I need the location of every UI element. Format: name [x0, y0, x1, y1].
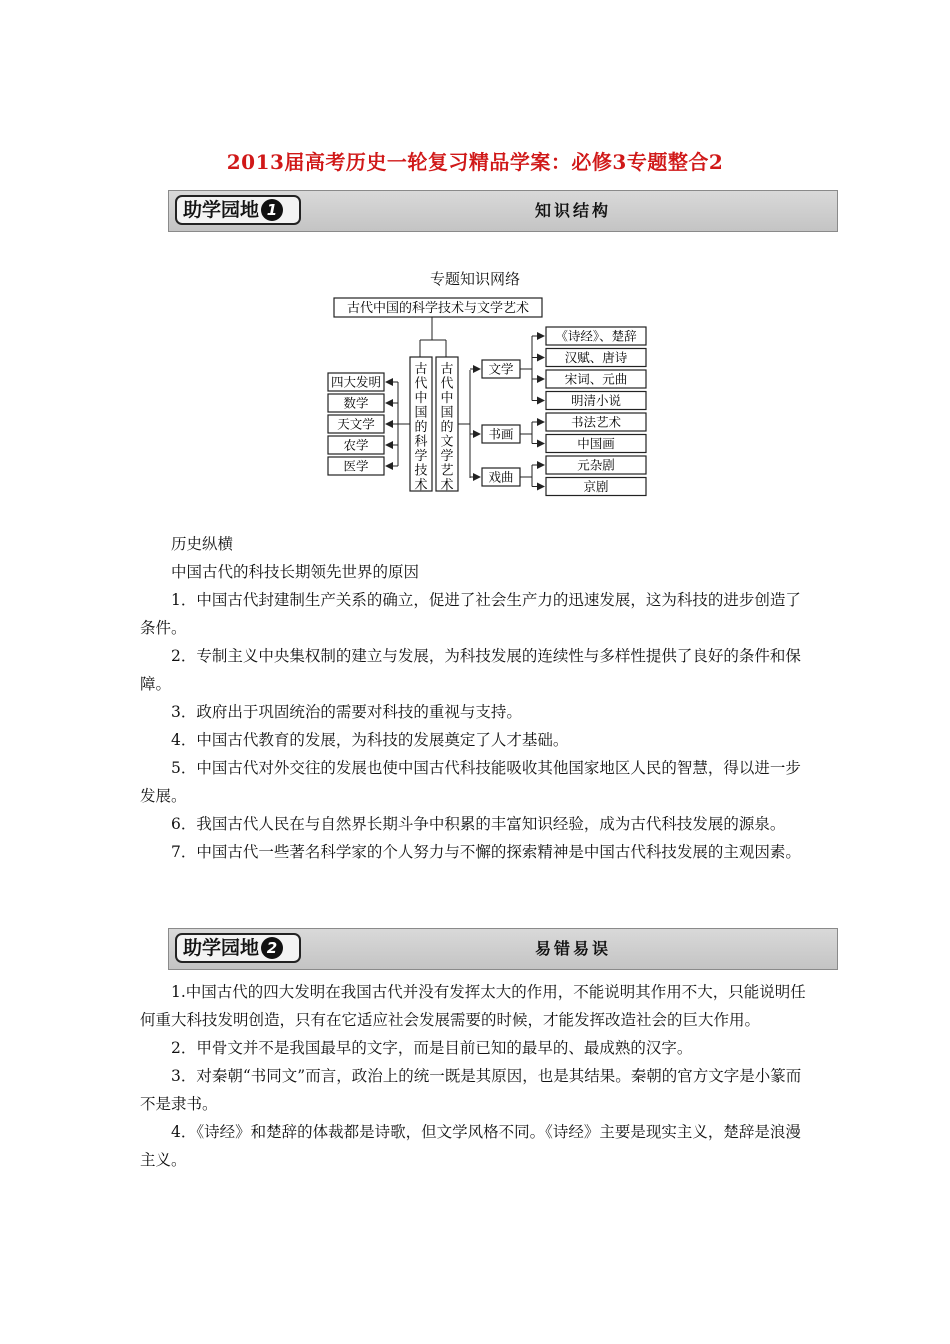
history-subheading: 中国古代的科技长期领先世界的原因: [171, 563, 420, 581]
root-label: 古代中国的科学技术与文学艺术: [346, 301, 530, 316]
science-item: [328, 457, 384, 475]
art-item: [546, 392, 646, 410]
science-item: [328, 394, 384, 412]
banner-badge: [175, 933, 301, 963]
art-label: 古代中国的文学艺术: [440, 362, 454, 493]
art-item: [546, 413, 646, 431]
art-group-label: 书画: [488, 426, 514, 442]
mistake-item: 1.中国古代的四大发明在我国古代并没有发挥太大的作用，不能说明其作用不大，只能说明任何重大科技发明创造，只有在它适应社会发展需要的时候，才能发挥改造社会的巨大作用。: [140, 983, 806, 1029]
diagram-caption: 专题知识网络: [429, 270, 520, 288]
badge-number-icon: 1: [261, 199, 283, 221]
art-group: [482, 425, 520, 443]
art-item: [546, 327, 646, 345]
history-heading: 历史纵横: [171, 535, 234, 553]
art-item: [546, 478, 646, 496]
art-item: [546, 370, 646, 388]
history-item: 3．政府出于巩固统治的需要对科技的重视与支持。: [171, 703, 522, 721]
science-label: 古代中国的科学技术: [414, 362, 428, 493]
science-item: [328, 436, 384, 454]
history-item: 5．中国古代对外交往的发展也使中国古代科技能吸收其他国家地区人民的智慧，得以进一步发展。: [140, 759, 801, 805]
art-item-label: 元杂剧: [577, 457, 615, 473]
science-item: [328, 415, 384, 433]
section-banner-mistakes: [168, 928, 838, 970]
art-group-label: 戏曲: [488, 469, 514, 485]
badge-label: 助学园地: [183, 937, 260, 959]
science-item-label: 农学: [343, 437, 369, 453]
history-item: 6．我国古代人民在与自然界长期斗争中积累的丰富知识经验，成为古代科技发展的源泉。: [171, 815, 786, 833]
art-item-label: 《诗经》、楚辞: [555, 328, 637, 344]
science-item-label: 医学: [343, 458, 369, 474]
art-item-label: 宋词、元曲: [564, 371, 628, 387]
badge-number-icon: 2: [261, 937, 283, 959]
history-item: 2．专制主义中央集权制的建立与发展，为科技发展的连续性与多样性提供了良好的条件和保障。: [140, 647, 801, 693]
knowledge-network-diagram: [0, 0, 950, 520]
art-item: [546, 435, 646, 453]
history-item: 1．中国古代封建制生产关系的确立，促进了社会生产力的迅速发展，这为科技的进步创造了条件。: [140, 591, 801, 637]
badge-label: 助学园地: [183, 199, 260, 221]
section-title: 知识结构: [534, 201, 611, 220]
science-item: [328, 373, 384, 391]
history-item: 4．中国古代教育的发展，为科技的发展奠定了人才基础。: [171, 731, 569, 749]
mistake-item: 3．对秦朝“书同文”而言，政治上的统一既是其原因，也是其结果。秦朝的官方文字是小篆而不是隶书。: [140, 1067, 802, 1113]
science-item-label: 四大发明: [330, 374, 382, 390]
science-node: [410, 357, 432, 493]
art-item-label: 中国画: [577, 436, 615, 451]
art-item: [546, 456, 646, 474]
art-item-label: 书法艺术: [570, 414, 622, 430]
root-node: [334, 298, 542, 317]
mistake-item: 2．甲骨文并不是我国最早的文字，而是目前已知的最早的、最成熟的汉字。: [171, 1039, 693, 1057]
art-item-label: 明清小说: [570, 393, 622, 408]
section-title: 易错易误: [534, 939, 611, 958]
mistake-item: 4．《诗经》和楚辞的体裁都是诗歌，但文学风格不同。《诗经》主要是现实主义，楚辞是浪漫主义。: [140, 1123, 801, 1169]
science-item-label: 数学: [343, 395, 369, 411]
art-item-label: 京剧: [583, 479, 609, 494]
history-item: 7．中国古代一些著名科学家的个人努力与不懈的探索精神是中国古代科技发展的主观因素。: [171, 843, 801, 861]
art-node: [436, 357, 458, 493]
art-group: [482, 468, 520, 486]
art-group: [482, 360, 520, 378]
art-item: [546, 349, 646, 367]
art-item-label: 汉赋、唐诗: [564, 350, 628, 365]
page-title: 2013届高考历史一轮复习精品学案：必修3专题整合2: [226, 150, 724, 174]
science-item-label: 天文学: [337, 416, 375, 432]
art-group-label: 文学: [488, 361, 514, 377]
